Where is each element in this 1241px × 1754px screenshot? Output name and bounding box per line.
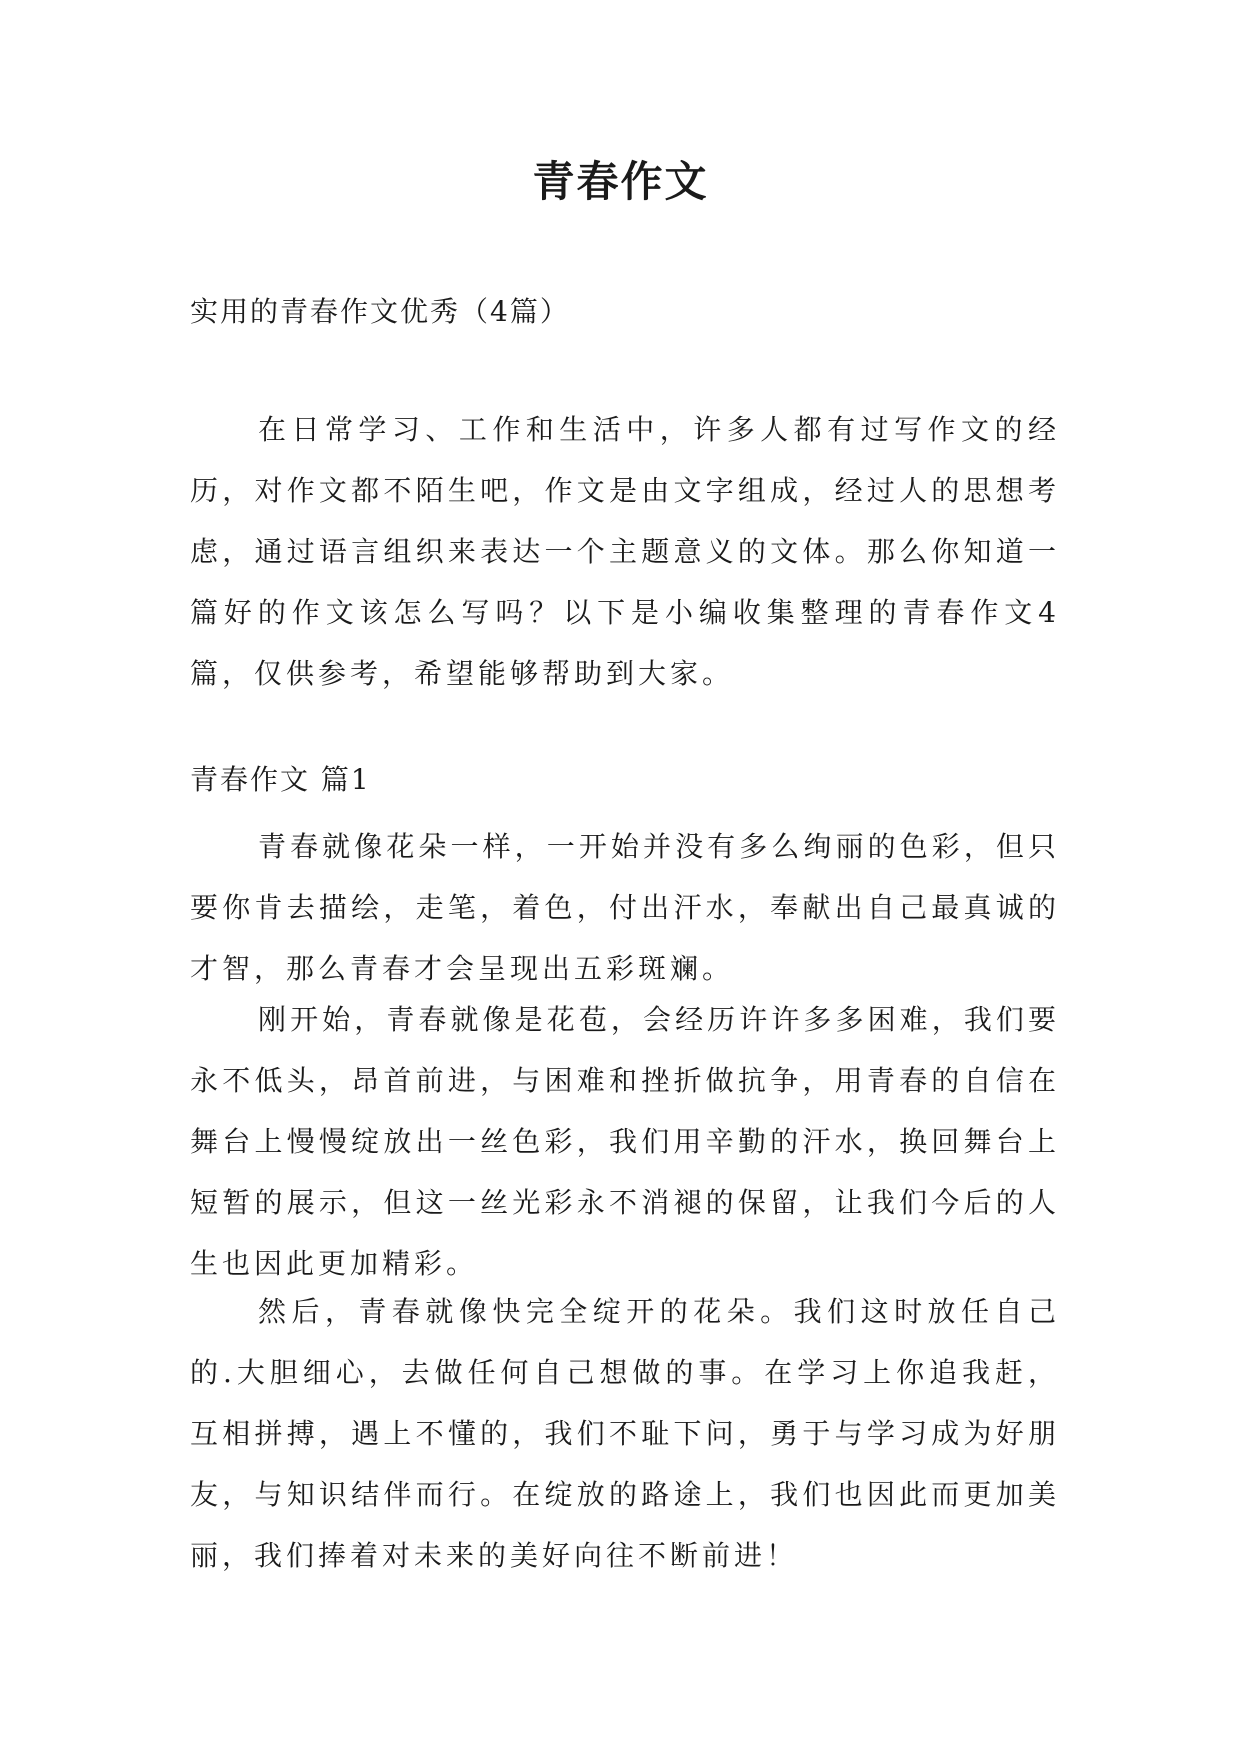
body-paragraph: 然后，青春就像快完全绽开的花朵。我们这时放任自己的.大胆细心，去做任何自己想做的事。在学习上你追我赶，互相拼搏，遇上不懂的，我们不耻下问，勇于与学习成为好朋友，与知识结伴而行。在绽放的路途上，我们也因此而更加美丽，我们捧着对未来的美好向往不断前进！ [190,1295,1060,1572]
body-paragraph: 青春就像花朵一样，一开始并没有多么绚丽的色彩，但只要你肯去描绘，走笔，着色，付出汗水，奉献出自己最真诚的才智，那么青春才会呈现出五彩斑斓。 [190,830,1060,985]
page-title: 青春作文 [532,157,709,206]
intro-paragraph: 在日常学习、工作和生活中，许多人都有过写作文的经历，对作文都不陌生吧，作文是由文字组成，经过人的思想考虑，通过语言组织来表达一个主题意义的文体。那么你知道一篇好的作文该怎么写吗？以下是小编收集整理的青春作文4篇，仅供参考，希望能够帮助到大家。 [190,413,1060,690]
body-paragraph: 刚开始，青春就像是花苞，会经历许许多多困难，我们要永不低头，昂首前进，与困难和挫折做抗争，用青春的自信在舞台上慢慢绽放出一丝色彩，我们用辛勤的汗水，换回舞台上短暂的展示，但这一丝光彩永不消褪的保留，让我们今后的人生也因此更加精彩。 [190,1003,1060,1280]
section-heading: 青春作文 篇1 [190,763,371,796]
document-subtitle: 实用的青春作文优秀（4篇） [190,295,570,328]
